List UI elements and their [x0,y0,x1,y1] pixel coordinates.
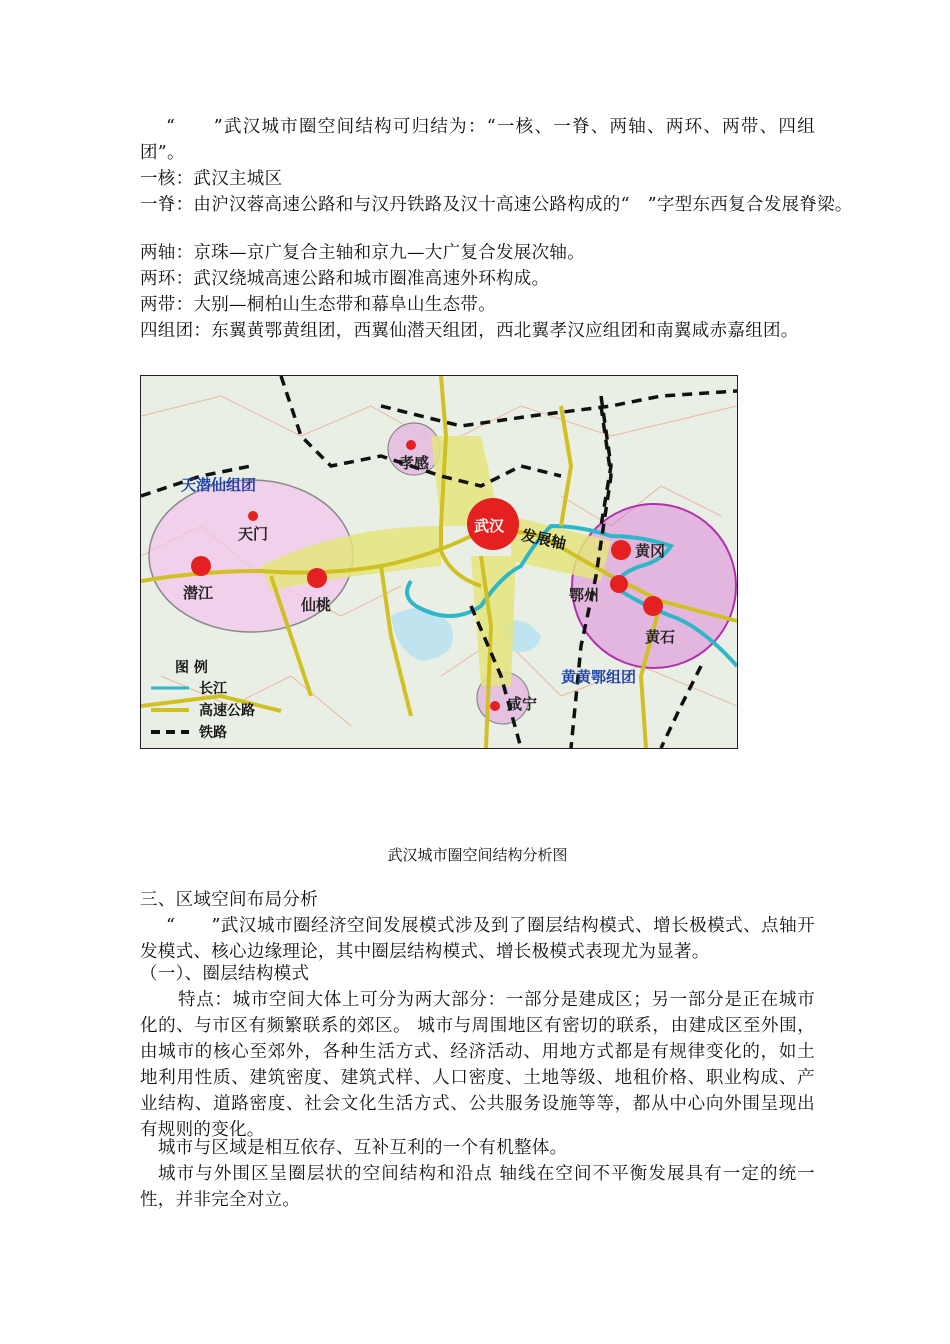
svg-text:图 例: 图 例 [175,660,208,676]
label-huanggang: 黄冈 [635,542,666,560]
section-paragraph-2: 特点：城市空间大体上可分为两大部分：一部分是建成区；另一部分是正在城市化的、与市区有频繁联系的郊区。 城市与周围地区有密切的联系，由建成区至外围，由城市的核心至郊外，各种生活方式、经济活动、用地方式都是有规律变化的，如土地利用性质、建筑密度、建筑式样、人口密度、土地等级、地租价格、职业构成、产业结构、道路密度、社会文化生活方式、公共服务设施等等，都从中心向外围呈现出有规则的变化。 [140,990,815,1140]
label-xianning: 咸宁 [507,695,538,713]
structure-spine: 一脊：由沪汉蓉高速公路和与汉丹铁路及汉十高速公路构成的“ ”字型东西复合发展脊梁。 [140,195,853,215]
city-dot-xianning [490,701,500,711]
subsection-heading: （一）、圈层结构模式 [140,964,310,984]
label-ezhou: 鄂州 [569,586,600,604]
section-heading: 三、区域空间布局分析 [140,890,318,910]
label-west-group: 天潜仙组团 [181,476,257,494]
structure-core: 一核：武汉主城区 [140,169,283,189]
city-circle-map [140,375,738,749]
label-xiaogan: 孝感 [399,454,430,472]
section-paragraph-1: “ ”武汉城市圈经济空间发展模式涉及到了圈层结构模式、增长极模式、点轴开发模式、核心边缘理论，其中圈层结构模式、增长极模式表现尤为显著。 [140,916,815,962]
structure-axes: 两轴：京珠—京广复合主轴和京九—大广复合发展次轴。 [140,243,585,263]
figure-caption: 武汉城市圈空间结构分析图 [387,846,568,864]
svg-text:铁路: 铁路 [199,725,227,741]
label-huangshi: 黄石 [645,628,676,646]
label-wuhan: 武汉 [474,517,505,535]
structure-belts: 两带：大别—桐柏山生态带和幕阜山生态带。 [140,295,496,315]
structure-groups: 四组团：东翼黄鄂黄组团，西翼仙潜天组团，西北翼孝汉应组团和南翼咸赤嘉组团。 [140,321,799,341]
city-dot-huangshi [643,596,663,616]
city-dot-xiaogan [406,440,416,450]
structure-rings: 两环：武汉绕城高速公路和城市圈准高速外环构成。 [140,269,550,289]
city-dot-tianmen [248,511,258,521]
city-dot-xiantao [307,568,327,588]
section-paragraph-3: 城市与区域是相互依存、互补互利的一个有机整体。 [158,1138,568,1158]
city-dot-qianjiang [191,556,211,576]
label-east-group: 黄黄鄂组团 [561,668,637,686]
city-dot-ezhou [610,575,628,593]
svg-text:高速公路: 高速公路 [199,703,255,719]
section-paragraph-4: 城市与外围区呈圈层状的空间结构和沿点 轴线在空间不平衡发展具有一定的统一性，并非完全对立。 [140,1164,815,1210]
label-tianmen: 天门 [238,525,269,543]
intro-paragraph: “ ”武汉城市圈空间结构可归结为：“一核、一脊、两轴、两环、两带、四组团”。 [140,117,815,163]
label-development-axis: 发展轴 [519,525,568,553]
label-qianjiang: 潜江 [183,584,214,602]
svg-text:长江: 长江 [199,681,227,697]
label-xiantao: 仙桃 [301,596,332,614]
city-dot-huanggang [611,540,631,560]
